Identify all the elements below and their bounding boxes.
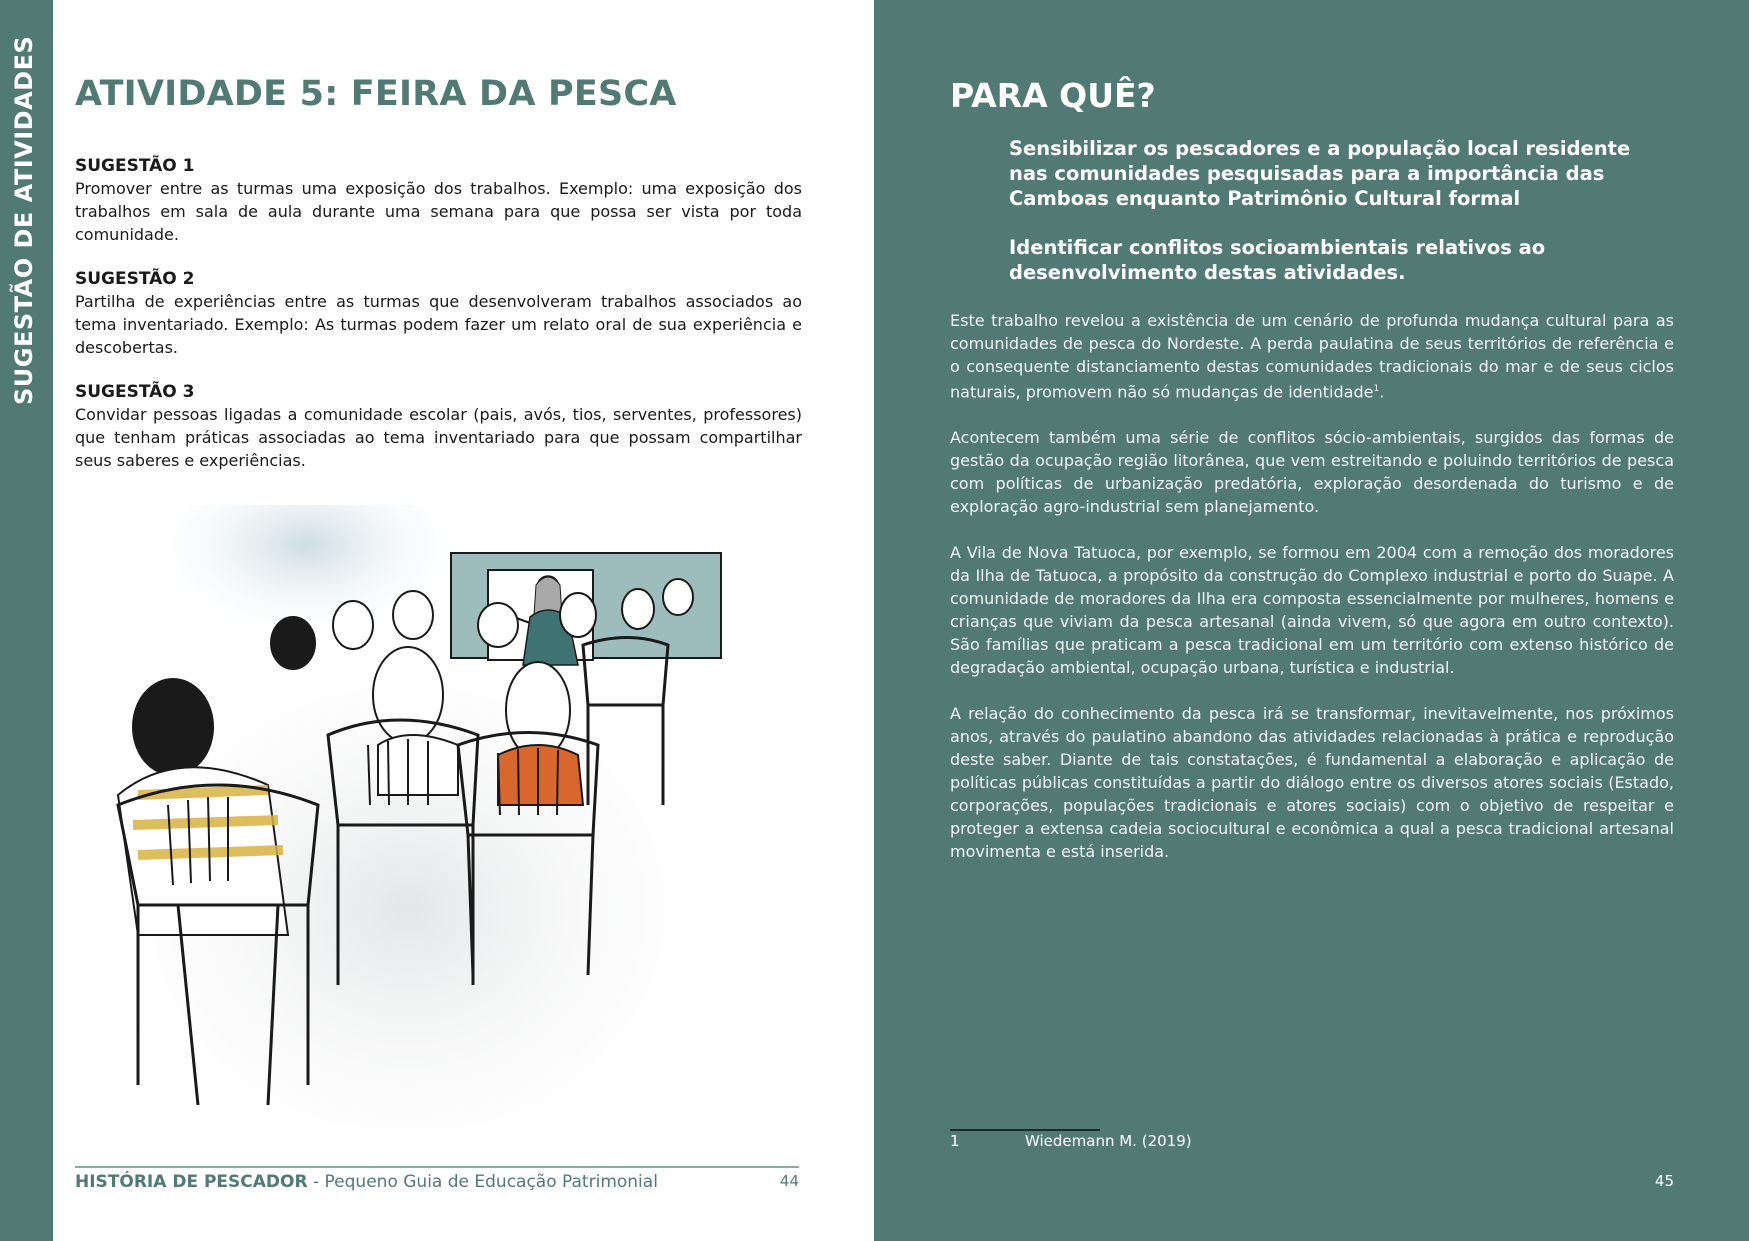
footnote-rule bbox=[950, 1129, 1100, 1131]
paragraph bbox=[950, 309, 1674, 403]
suggestion-text: Partilha de experiências entre as turmas que desenvolveram trabalhos associados ao tema inventariado. Exemplo: As turmas podem fazer um relato oral de sua experiência e descobertas. bbox=[75, 292, 802, 357]
suggestion-2 bbox=[75, 268, 802, 359]
paragraph: A relação do conhecimento da pesca irá se transformar, inevitavelmente, nos próximos anos, através do paulatino abandono das atividades relacionadas à prática e reprodução deste saber. Diante de tais constatações, é fundamental a elaboração e aplicação de políticas públicas constituídas a partir do diálogo entre os diversos atores sociais (Estado, corporações, populações tradicionais e atores sociais) com o objetivo de respeitar e proteger a extensa cadeia sociocultural e econômica a qual a pesca tradicional artesanal movimenta e está inserida. bbox=[950, 704, 1674, 862]
objective-item: Sensibilizar os pescadores e a população local residente nas comunidades pesquisadas para a importância das Camboas enquanto Patrimônio Cultural formal bbox=[1009, 137, 1631, 210]
page-number-right: 45 bbox=[1654, 1172, 1674, 1190]
paragraph-text: Este trabalho revelou a existência de um cenário de profunda mudança cultural para as comunidades de pesca do Nordeste. A perda paulatina de seus territórios de referência e o consequente distanciamento destas comunidades tradicionais do mar e de seus ciclos naturais, promovem não só mudanças de identidade bbox=[950, 311, 1674, 402]
right-page bbox=[874, 0, 1749, 1241]
footer-rule bbox=[75, 1166, 799, 1168]
body-text bbox=[950, 309, 1674, 886]
footer-subtitle: - Pequeno Guia de Educação Patrimonial bbox=[307, 1172, 658, 1192]
suggestion-1 bbox=[75, 155, 802, 246]
suggestion-text: Convidar pessoas ligadas a comunidade escolar (pais, avós, tios, serventes, professores) que tenham práticas associadas ao tema inventariado para que possam compartilhar seus saberes e experiências. bbox=[75, 405, 802, 470]
suggestion-3 bbox=[75, 381, 802, 472]
footer-brand: HISTÓRIA DE PESCADOR bbox=[75, 1172, 308, 1192]
suggestion-title: SUGESTÃO 3 bbox=[75, 382, 195, 402]
left-footer bbox=[75, 1172, 799, 1194]
suggestion-text: Promover entre as turmas uma exposição dos trabalhos. Exemplo: uma exposição dos trabalhos em sala de aula durante uma semana para que possa ser vista por toda comunidade. bbox=[75, 179, 802, 244]
suggestion-title: SUGESTÃO 2 bbox=[75, 269, 195, 289]
section-title: PARA QUÊ? bbox=[950, 76, 1156, 115]
classroom-presentation-illustration bbox=[78, 505, 738, 1145]
objective-item: Identificar conflitos socioambientais relativos ao desenvolvimento destas atividades. bbox=[1009, 236, 1546, 284]
footnote-number: 1 bbox=[950, 1132, 960, 1150]
objectives-list bbox=[1009, 136, 1669, 309]
suggestion-title: SUGESTÃO 1 bbox=[75, 156, 195, 176]
footnote-text: Wiedemann M. (2019) bbox=[1025, 1132, 1192, 1150]
sidebar-band bbox=[0, 0, 53, 1241]
sidebar-label: SUGESTÃO DE ATIVIDADES bbox=[10, 35, 38, 405]
page-number-left: 44 bbox=[779, 1172, 799, 1190]
suggestions-list bbox=[75, 155, 802, 494]
page-title: ATIVIDADE 5: FEIRA DA PESCA bbox=[75, 74, 677, 114]
paragraph: A Vila de Nova Tatuoca, por exemplo, se formou em 2004 com a remoção dos moradores da Ilha de Tatuoca, a propósito da construção do Complexo industrial e porto do Suape. A comunidade de moradores da Ilha era composta essencialmente por mulheres, homens e crianças que viviam da pesca artesanal (ainda vivem, só que agora em outro contexto). São famílias que praticam a pesca tradicional em um território com extenso histórico de degradação ambiental, ocupação urbana, turística e industrial. bbox=[950, 543, 1674, 678]
footnote bbox=[950, 1132, 1192, 1150]
footnote-ref: 1 bbox=[1373, 384, 1380, 394]
paragraph-end: . bbox=[1379, 382, 1385, 402]
paragraph: Acontecem também uma série de conflitos sócio-ambientais, surgidos das formas de gestão da ocupação região litorânea, que vem estreitando e poluindo territórios de pesca com políticas de urbanização predatória, exploração desordenada do turismo e de exploração agro-industrial sem planejamento. bbox=[950, 428, 1674, 517]
